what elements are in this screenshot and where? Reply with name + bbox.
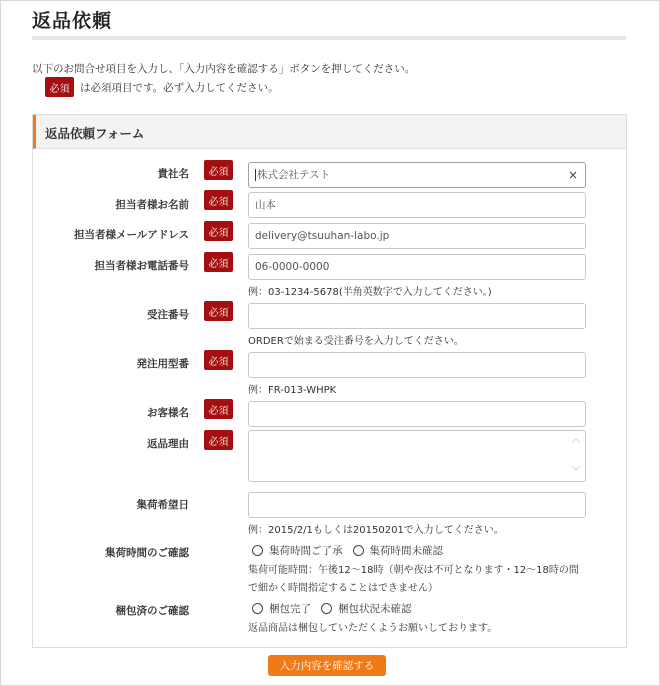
text-caret — [255, 169, 256, 181]
pickup-time-help-2: で細かく時間指定することはできません） — [248, 583, 438, 594]
option-label: 梱包完了 — [269, 603, 311, 615]
radio-icon[interactable] — [252, 603, 263, 614]
pickup-time-option-agree[interactable] — [252, 543, 343, 558]
phone-label: 担当者様お電話番号 — [94, 260, 189, 272]
required-badge: 必須 — [204, 221, 233, 241]
option-label: 集荷時間未確認 — [369, 545, 443, 557]
reason-textarea[interactable] — [248, 430, 586, 482]
packing-option-unconfirmed[interactable] — [321, 601, 412, 616]
pickup-time-label: 集荷時間のご確認 — [105, 547, 189, 559]
company-input[interactable] — [248, 162, 586, 188]
company-label: 貴社名 — [157, 168, 189, 180]
required-badge: 必須 — [204, 160, 233, 180]
pickup-date-help: 例：2015/2/1もしくは20150201で入力してください。 — [248, 525, 504, 536]
email-input[interactable]: delivery@tsuuhan-labo.jp — [248, 223, 586, 249]
phone-input[interactable]: 06-0000-0000 — [248, 254, 586, 280]
required-badge: 必須 — [204, 190, 233, 210]
order-number-input[interactable] — [248, 303, 586, 329]
title-divider — [32, 36, 626, 40]
customer-input[interactable] — [248, 401, 586, 427]
order-number-label: 受注番号 — [147, 309, 189, 321]
pickup-date-input[interactable] — [248, 492, 586, 518]
reason-label: 返品理由 — [147, 438, 189, 450]
confirm-button[interactable]: 入力内容を確認する — [268, 655, 386, 676]
email-label: 担当者様メールアドレス — [74, 229, 189, 241]
required-badge: 必須 — [204, 252, 233, 272]
form-heading-bar — [33, 115, 626, 149]
pickup-time-options — [252, 543, 453, 558]
required-note-text: は必須項目です。必ず入力してください。 — [80, 81, 279, 94]
radio-icon[interactable] — [252, 545, 263, 556]
radio-icon[interactable] — [321, 603, 332, 614]
option-label: 集荷時間ご了承 — [269, 545, 343, 557]
contact-name-label: 担当者様お名前 — [115, 199, 189, 211]
option-label: 梱包状況未確認 — [338, 603, 412, 615]
packing-label: 梱包済のご確認 — [115, 605, 189, 617]
contact-name-input[interactable]: 山本 — [248, 192, 586, 218]
pickup-time-option-unconfirmed[interactable] — [353, 543, 444, 558]
intro-text: 以下のお問合せ項目を入力し、「入力内容を確認する」ボタンを押してください。 — [32, 63, 416, 75]
company-input-value: 株式会社テスト — [257, 169, 331, 181]
radio-icon[interactable] — [353, 545, 364, 556]
required-badge: 必須 — [204, 399, 233, 419]
pickup-date-label: 集荷希望日 — [136, 499, 189, 511]
packing-options — [252, 601, 422, 616]
scroll-down-icon[interactable]: ﹀ — [571, 467, 581, 477]
pickup-time-help-1: 集荷可能時間：午後12～18時（朝や夜は不可となります・12～18時の間 — [248, 565, 579, 576]
required-badge: 必須 — [204, 350, 233, 370]
required-badge: 必須 — [204, 301, 233, 321]
phone-help: 例：03-1234-5678(半角英数字で入力してください。) — [248, 287, 492, 298]
required-badge: 必須 — [204, 430, 233, 450]
packing-help: 返品商品は梱包していただくようお願いしております。 — [248, 623, 498, 634]
required-note — [45, 77, 279, 97]
customer-label: お客様名 — [147, 407, 189, 419]
model-label: 発注用型番 — [136, 358, 189, 370]
model-input[interactable] — [248, 352, 586, 378]
page-title: 返品依頼 — [32, 10, 113, 32]
form-heading: 返品依頼フォーム — [45, 126, 145, 141]
required-badge: 必須 — [45, 77, 74, 97]
packing-option-done[interactable] — [252, 601, 311, 616]
clear-icon[interactable]: × — [567, 168, 578, 182]
model-help: 例：FR-013-WHPK — [248, 385, 337, 396]
order-number-help: ORDERで始まる受注番号を入力してください。 — [248, 336, 464, 347]
scroll-up-icon[interactable]: ︿ — [571, 435, 581, 445]
